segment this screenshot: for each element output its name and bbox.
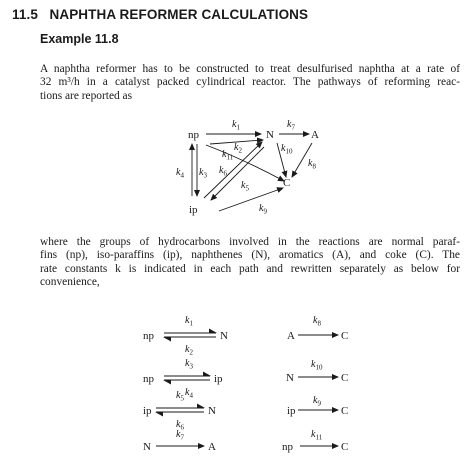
rate-label-reverse: $k_6$ [176, 419, 184, 432]
rate-label-k7: $k_7$ [287, 119, 295, 132]
rate-label-reverse: $k_4$ [185, 387, 193, 400]
reaction-row [282, 429, 348, 453]
reaction-row [287, 395, 348, 417]
rate-label-k11: $k_{11}$ [222, 149, 234, 162]
paragraph-line: convenience, [40, 276, 100, 289]
rate-label: $k_8$ [313, 315, 321, 328]
reaction-list-right [282, 315, 348, 453]
rate-label-k9: $k_9$ [259, 203, 267, 216]
reactant: N [286, 372, 294, 384]
paragraph-line: rate constants k is indicated in each path and rewritten separately as below for [40, 262, 460, 275]
paragraph-line: 32 m³/h in a catalyst packed cylindrical reactor. The pathways of reforming reac- [40, 76, 460, 89]
product: C [341, 441, 349, 453]
reaction-network-diagram [192, 134, 312, 211]
product: C [341, 372, 349, 384]
rate-label-k8: $k_8$ [308, 158, 316, 171]
diagram-species [188, 129, 319, 216]
section-number: 11.5 [12, 7, 38, 22]
reactant: np [143, 330, 154, 342]
rate-label-k6: $k_6$ [219, 165, 227, 178]
rate-label-k1: $k_1$ [232, 119, 240, 132]
rate-label-forward: $k_3$ [185, 358, 193, 371]
rate-label-k4: $k_4$ [176, 167, 184, 180]
arrow-ip-to-n [204, 142, 262, 198]
product: C [341, 330, 349, 342]
rate-label-k5: $k_5$ [241, 180, 249, 193]
reaction-row [143, 315, 228, 357]
product: ip [214, 373, 223, 385]
rate-label-forward: $k_5$ [176, 390, 184, 403]
rate-label: $k_{11}$ [311, 429, 323, 442]
reaction-row [287, 315, 348, 342]
product: C [341, 405, 349, 417]
reactant: ip [287, 405, 296, 417]
rate-label-k3: $k_3$ [199, 167, 207, 180]
product: N [208, 405, 216, 417]
rate-label-k2: $k_2$ [234, 142, 242, 155]
node-a: A [311, 129, 319, 141]
rate-label-reverse: $k_2$ [185, 344, 193, 357]
paragraph-line: where the groups of hydrocarbons involved in the reactions are normal paraf- [40, 236, 460, 248]
rate-label: $k_9$ [313, 395, 321, 408]
product: N [220, 330, 228, 342]
paragraph-line: A naphtha reformer has to be constructed to treat desulfurised naphtha at a rate of [40, 63, 460, 75]
node-np: np [188, 129, 199, 141]
paragraph-line: fins (np), iso-paraffins (ip), naphthenes (N), aromatics (A), and coke (C). The [40, 249, 460, 262]
node-ip: ip [189, 204, 198, 216]
reactant: N [143, 441, 151, 453]
node-n: N [266, 129, 274, 141]
reactant: ip [143, 405, 152, 417]
reaction-list-left [143, 315, 228, 453]
paragraph-line: tions are reported as [40, 89, 133, 102]
section-title: NAPHTHA REFORMER CALCULATIONS [49, 7, 309, 22]
reactant: A [287, 330, 295, 342]
rate-label: $k_{10}$ [311, 359, 323, 372]
rate-label-forward: $k_1$ [185, 315, 193, 328]
rate-label-forward: $k_7$ [176, 429, 184, 442]
reaction-row [143, 358, 223, 400]
node-c: C [283, 177, 291, 189]
rate-label-k10: $k_{10}$ [281, 143, 293, 156]
reactant: np [282, 441, 293, 453]
reaction-row [286, 359, 348, 384]
reaction-row [143, 390, 216, 432]
arrow-ip-to-c [219, 188, 283, 211]
product: A [208, 441, 216, 453]
reactant: np [143, 373, 154, 385]
example-label: Example 11.8 [40, 32, 119, 46]
reaction-row [143, 429, 216, 453]
arrow-np-to-c [206, 145, 284, 181]
